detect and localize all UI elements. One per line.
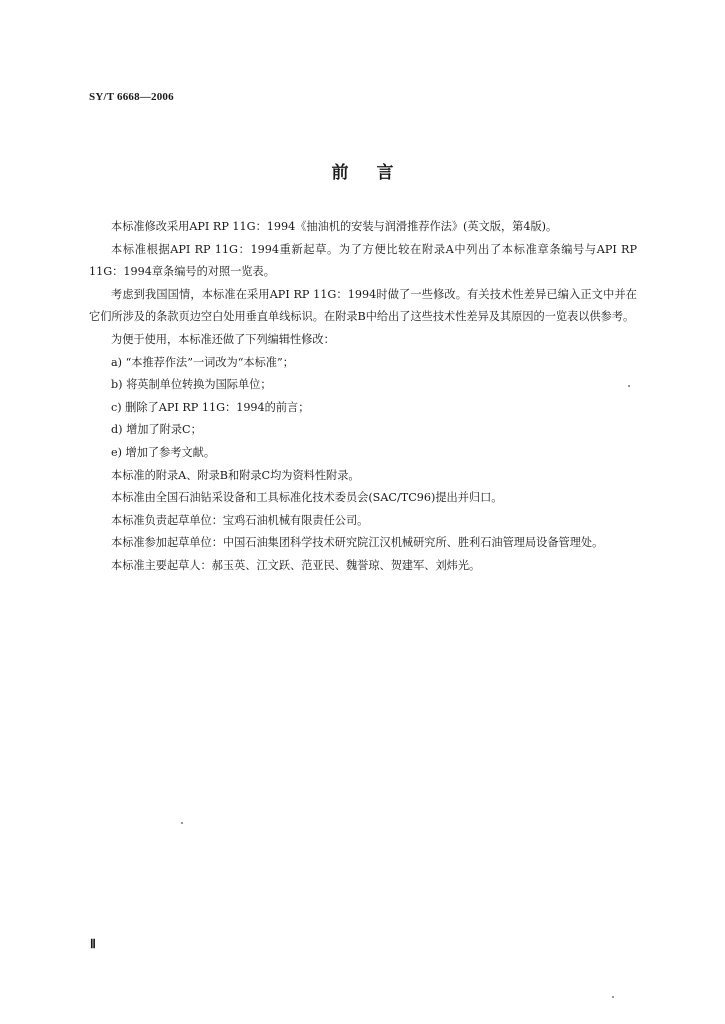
scan-speck [612, 996, 614, 998]
list-item-d: d) 增加了附录C； [111, 423, 202, 437]
paragraph-editorial-intro: 为便于使用，本标准还做了下列编辑性修改： [111, 332, 335, 346]
foreword-body [89, 216, 637, 578]
paragraph-participating-drafters: 本标准参加起草单位：中国石油集团科学技术研究院江汉机械研究所、胜利石油管理局设备管理处。 [111, 536, 604, 550]
paragraph-adoption: 本标准修改采用API RP 11G：1994《抽油机的安装与润滑推荐作法》(英文版，第4版)。 [111, 220, 558, 233]
page-number: Ⅱ [90, 937, 96, 951]
list-item-c: c) 删除了API RP 11G：1994的前言； [111, 400, 310, 414]
page-title: 前言 [331, 163, 422, 183]
paragraph-main-drafters: 本标准主要起草人：郝玉英、江文跃、范亚民、魏誉琼、贺建军、刘炜光。 [111, 558, 481, 572]
paragraph-annexes: 本标准的附录A、附录B和附录C均为资料性附录。 [111, 468, 360, 482]
paragraph-technical-differences: 考虑到我国国情，本标准在采用API RP 11G：1994时做了一些修改。有关技术性差异已编入正文中并在它们所涉及的条款页边空白处用垂直单线标识。在附录B中给出了这些技术性差异及其原因的一览表以供参考。 [89, 287, 637, 324]
list-item-a: a) “本推荐作法”一词改为“本标准”； [111, 355, 294, 369]
list-item-e: e) 增加了参考文献。 [111, 445, 216, 459]
document-code: SY/T 6668—2006 [89, 91, 174, 103]
paragraph-lead-drafter: 本标准负责起草单位：宝鸡石油机械有限责任公司。 [111, 513, 369, 527]
scan-speck [628, 385, 630, 387]
scan-speck [181, 822, 183, 824]
paragraph-redrafting: 本标准根据API RP 11G：1994重新起草。为了方便比较在附录A中列出了本标准章条编号与API RP 11G：1994章条编号的对照一览表。 [89, 242, 637, 279]
list-item-b: b) 将英制单位转换为国际单位； [111, 378, 272, 392]
paragraph-proposed-by: 本标准由全国石油钻采设备和工具标准化技术委员会(SAC/TC96)提出并归口。 [111, 491, 503, 505]
